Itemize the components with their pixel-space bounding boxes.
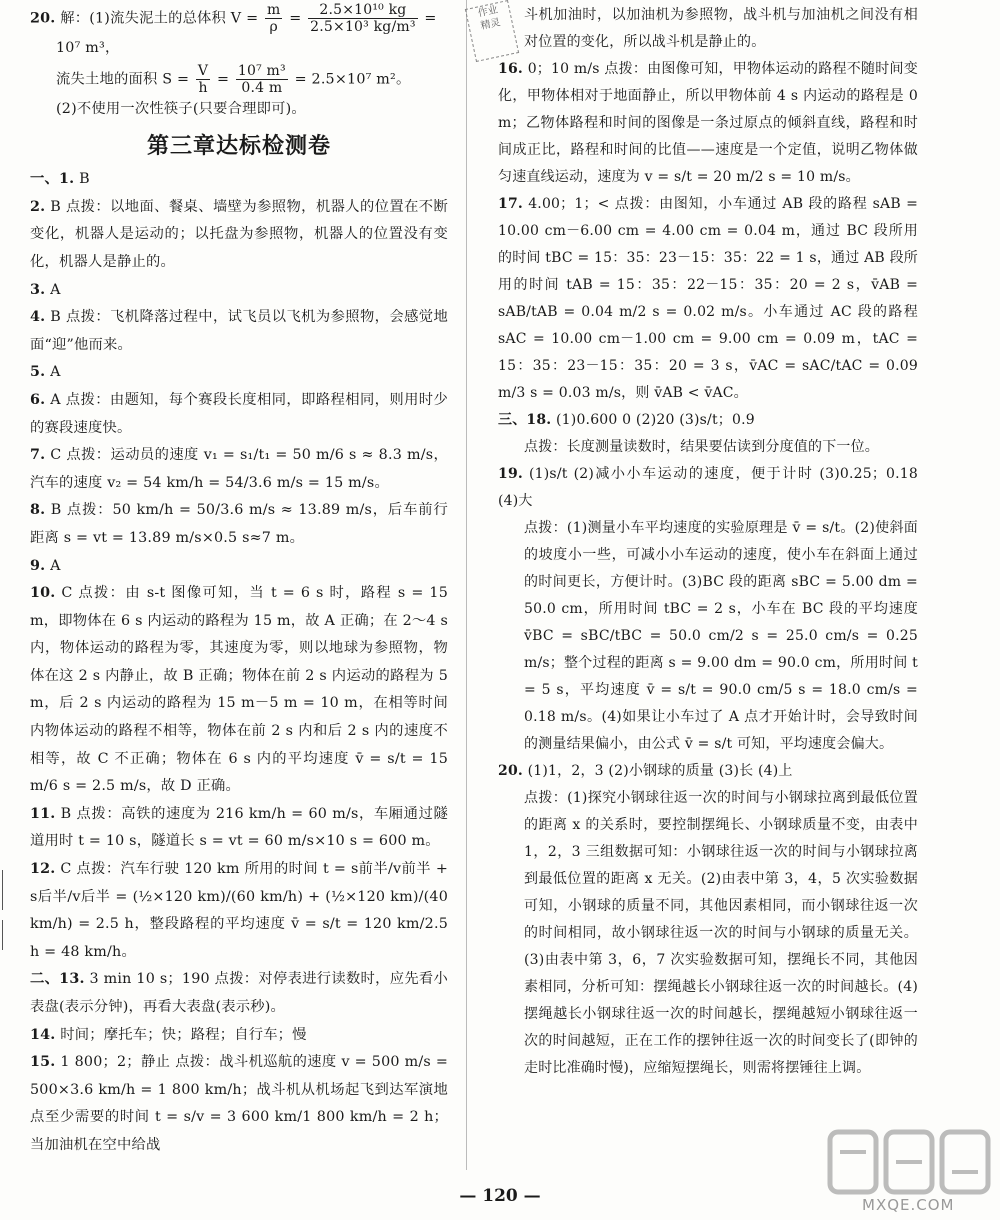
answer-text: 点拨：(1)探究小钢球往返一次的时间与小钢球拉离到最低位置的距离 x 的关系时，要控制摆绳长、小钢球质量不变，由表中 1，2，3 三组数据可知：小钢球往返一次的时间与小钢球拉离到最低位置的距离 x 无关。(2)由表中第 3，4，5 次实验数据可知，小钢球的质量不同，其他因素相同，而小钢球往返一次的时间相同，故小钢球往返一次的时间与小钢球的质量无关。(3)由表中第 3，6，7 次实验数据可知，摆绳长不同，其他因素相同，分析可知：摆绳越长小钢球往返一次的时间越长。(4)摆绳越长小钢球往返一次的时间越长，摆绳越短小钢球往返一次的时间越短，正在工作的摆钟往返一次的时间变长了(即钟的走时比准确时慢)，应缩短摆绳长，则需将摆锤往上调。 (524, 790, 918, 1076)
answer-item (498, 56, 918, 191)
denominator: ρ (269, 19, 278, 35)
answer-text: 3 min 10 s；190 点拨：对停表进行读数时，应先看小表盘(表示分钟)，再看大表盘(表示秒)。 (30, 971, 448, 1015)
numerator: V (197, 62, 209, 79)
question-number: 11. (30, 805, 56, 822)
question-number: 6. (30, 391, 46, 408)
answer-text: 1 800；2；静止 点拨：战斗机巡航的速度 v = 500 m/s = 500×3.6 km/h = 1 800 km/h；战斗机从机场起飞到达军演地点至少需要的时间 t = s/v = 3 600 km/1 800 km/h = 2 h；当加油机在空中给战 (30, 1054, 448, 1153)
question-number: 一、1. (30, 171, 75, 188)
answer-item (30, 1022, 448, 1050)
answer-item (30, 387, 448, 442)
answer-item (30, 497, 448, 552)
answer-text: A (50, 364, 61, 381)
answer-text: B 点拨：飞机降落过程中，试飞员以飞机为参照物，会感觉地面“迎”他而来。 (30, 309, 448, 353)
question-number: 15. (30, 1054, 56, 1071)
left-column (30, 2, 448, 1160)
numerator: 10⁷ m³ (237, 62, 286, 79)
denominator: 0.4 m (241, 79, 283, 96)
answer-text: 点拨：(1)测量小车平均速度的实验原理是 v̄ = s/t。(2)使斜面的坡度小一些，可减小小车运动的速度，使小车在斜面上通过的时间更长，方便计时。(3)BC 段的距离 sBC = 5.00 dm = 50.0 cm，所用时间 tBC = 2 s，小车在 BC 段的平均速度 v̄BC = sBC/tBC = 50.0 cm/2 s = 25.0 cm/s = 0.25 m/s；整个过程的距离 s = 9.00 dm = 90.0 cm，所用时间 t = 5 s，平均速度 v̄ = s/t = 90.0 cm/5 s = 18.0 cm/s = 0.18 m/s。(4)如果让小车过了 A 点才开始计时，会导致时间的测量结果偏小，由公式 v̄ = s/t 可知，平均速度会偏大。 (524, 520, 918, 752)
margin-mark (2, 870, 17, 910)
answer-item (30, 553, 448, 581)
answer-text: 点拨：长度测量读数时，结果要估读到分度值的下一位。 (524, 439, 879, 455)
answer-text: 0；10 m/s 点拨：由图像可知，甲物体运动的路程不随时间变化，甲物体相对于地面静止，所以甲物体前 4 s 内运动的路程是 0 m；乙物体路程和时间的图像是一条过原点的倾斜直线，路程和时间成正比，路程和时间的比值——速度是一个定值，说明乙物体做匀速直线运动，速度为 v = s/t = 20 m/2 s = 10 m/s。 (498, 61, 919, 185)
question-number: 14. (30, 1026, 56, 1043)
answer-text: B 点拨：50 km/h = 50/3.6 m/s ≈ 13.89 m/s，后车前行距离 s = vt = 13.89 m/s×0.5 s≈7 m。 (30, 502, 448, 546)
answer-text: 4.00；1；< 点拨：由图知，小车通过 AB 段的路程 sAB = 10.00 cm－6.00 cm = 4.00 cm = 0.04 m，通过 BC 段所用的时间 tBC = 15：35：23－15：35：22 = 1 s，通过 AB 段所用的时间 tAB = 15：35：22－15：35：20 = 2 s，v̄AB = sAB/tAB = 0.04 m/2 s = 0.02 m/s。小车通过 AC 段的路程 sAC = 10.00 cm－1.00 cm = 9.00 cm = 0.09 m，tAC = 15：35：23－15：35：20 = 3 s，v̄AC = sAC/tAC = 0.09 m/3 s = 0.03 m/s，则 v̄AB < v̄AC。 (498, 196, 918, 401)
answer-item (30, 580, 448, 801)
right-answer-list (498, 2, 918, 1082)
question-number: 16. (498, 61, 523, 77)
q20-line3: 流失土地的面积 S = $\frac{V}{h}$ = $\frac{\text{10⁷ m³}}{0.4 m}$ = 2.5×10⁷ m²。 (56, 62, 411, 96)
question-number: 4. (30, 309, 46, 326)
q20-text: 解：(1)流失泥土的总体积 V = (60, 10, 259, 27)
question-number: 9. (30, 557, 46, 574)
q20-text: = 2.5×10⁷ m²。 (294, 71, 411, 88)
answer-item (498, 785, 918, 1082)
answer-item (30, 304, 448, 359)
left-answer-list (30, 166, 448, 1159)
question-number: 5. (30, 364, 46, 381)
answer-item (30, 194, 448, 277)
q20-line1: 20. 解：(1)流失泥土的总体积 V = $\frac{m}{\rho}$ = $\frac{\text{2.5×10¹⁰ kg}}{\text{2.5×10³ kg/m³}}$ = (30, 2, 437, 35)
answer-text: 时间；摩托车；快；路程；自行车；慢 (60, 1026, 307, 1043)
stamp-mark: 作业 精灵 (465, 0, 519, 62)
answer-item (498, 515, 918, 758)
q20-line4: (2)不使用一次性筷子(只要合理即可)。 (56, 100, 306, 117)
answer-item (498, 461, 918, 515)
answer-item (30, 359, 448, 387)
answer-text: (1)1，2，3 (2)小钢球的质量 (3)长 (4)上 (527, 763, 793, 779)
fraction (265, 2, 282, 35)
answer-text: (1)0.600 0 (2)20 (3)s/t；0.9 (556, 412, 755, 428)
answer-text: B (79, 171, 90, 188)
answer-text: A 点拨：由题知，每个赛段长度相同，即路程相同，则用时少的赛段速度快。 (30, 391, 449, 436)
page-number: — 120 — (459, 1186, 541, 1206)
answer-text: A (50, 557, 61, 574)
numerator: m (267, 2, 281, 18)
question-number: 7. (30, 447, 46, 464)
answer-item (498, 191, 918, 407)
answer-item (498, 434, 918, 461)
column-divider (466, 0, 467, 1170)
answer-item (30, 856, 448, 966)
denominator: 2.5×10³ kg/m³ (310, 19, 416, 35)
numerator: 2.5×10¹⁰ kg (308, 2, 418, 19)
question-number: 19. (498, 466, 523, 482)
answer-text: C 点拨：由 s-t 图像可知，当 t = 6 s 时，路程 s = 15 m，即物体在 6 s 内运动的路程为 15 m，故 A 正确；在 2～4 s 内，物体运动的路程为零，其速度为零，则以地球为参照物，物体在这 2 s 内静止，故 B 正确；物体在前 2 s 内运动的路程为 5 m，后 2 s 内运动的路程为 15 m－5 m = 10 m，在相等时间内物体运动的路程不相等，物体在前 2 s 内和后 2 s 内的速度不相等，故 C 不正确；物体在 6 s 内的平均速度 v̄ = s/t = 15 m/6 s = 2.5 m/s，故 D 正确。 (30, 585, 448, 795)
answer-item (30, 277, 448, 305)
question-number: 8. (30, 502, 46, 519)
question-number: 17. (498, 196, 523, 212)
answer-item (30, 166, 448, 194)
answer-item (30, 966, 448, 1021)
answer-text: A (50, 281, 61, 298)
answer-text: 斗机加油时，以加油机为参照物，战斗机与加油机之间没有相对位置的变化，所以战斗机是静止的。 (524, 7, 918, 50)
answer-item (498, 407, 918, 434)
question-number: 20. (498, 763, 523, 779)
answer-text: C 点拨：运动员的速度 v₁ = s₁/t₁ = 50 m/6 s ≈ 8.3 m/s，汽车的速度 v₂ = 54 km/h = 54/3.6 m/s = 15 m/s。 (30, 447, 448, 491)
answer-text: B 点拨：以地面、餐桌、墙壁为参照物，机器人的位置在不断变化，机器人是运动的；以托盘为参照物，机器人的位置没有变化，机器人是静止的。 (30, 198, 448, 270)
question-number: 二、13. (30, 971, 85, 988)
fraction (236, 63, 288, 96)
answer-text: (1)s/t (2)减小小车运动的速度，便于计时 (3)0.25；0.18 (4)大 (498, 466, 918, 509)
answer-item (498, 2, 918, 56)
section-title: 第三章达标检测卷 (146, 134, 331, 160)
answer-item (30, 1049, 448, 1159)
question-number: 20. (30, 10, 56, 27)
fraction (196, 63, 210, 96)
question-number: 12. (30, 861, 56, 878)
question-number: 10. (30, 585, 56, 602)
answer-text: C 点拨：汽车行驶 120 km 所用的时间 t = s前半/v前半 + s后半/v后半 = (½×120 km)/(60 km/h) + (½×120 km)/(40 km/h) = 2.5 h，整段路程的平均速度 v̄ = s/t = 120 km/2.5 h = 48 km/h。 (30, 861, 448, 960)
margin-mark (2, 920, 17, 950)
denominator: h (198, 79, 208, 96)
answer-item (30, 801, 448, 856)
q20-text: 流失土地的面积 S = (56, 71, 190, 88)
fraction (308, 2, 418, 35)
question-number: 三、18. (498, 412, 552, 428)
q20-line2: 10⁷ m³， (56, 40, 120, 56)
answer-text: B 点拨：高铁的速度为 216 km/h = 60 m/s，车厢通过隧道用时 t = 10 s，隧道长 s = vt = 60 m/s×10 s = 600 m。 (30, 805, 449, 850)
answer-item (30, 442, 448, 497)
watermark-site: MXQE.COM (862, 1196, 955, 1214)
question-number: 3. (30, 281, 46, 298)
question-number: 2. (30, 198, 46, 215)
answer-item (498, 758, 918, 785)
right-column (498, 2, 918, 1082)
